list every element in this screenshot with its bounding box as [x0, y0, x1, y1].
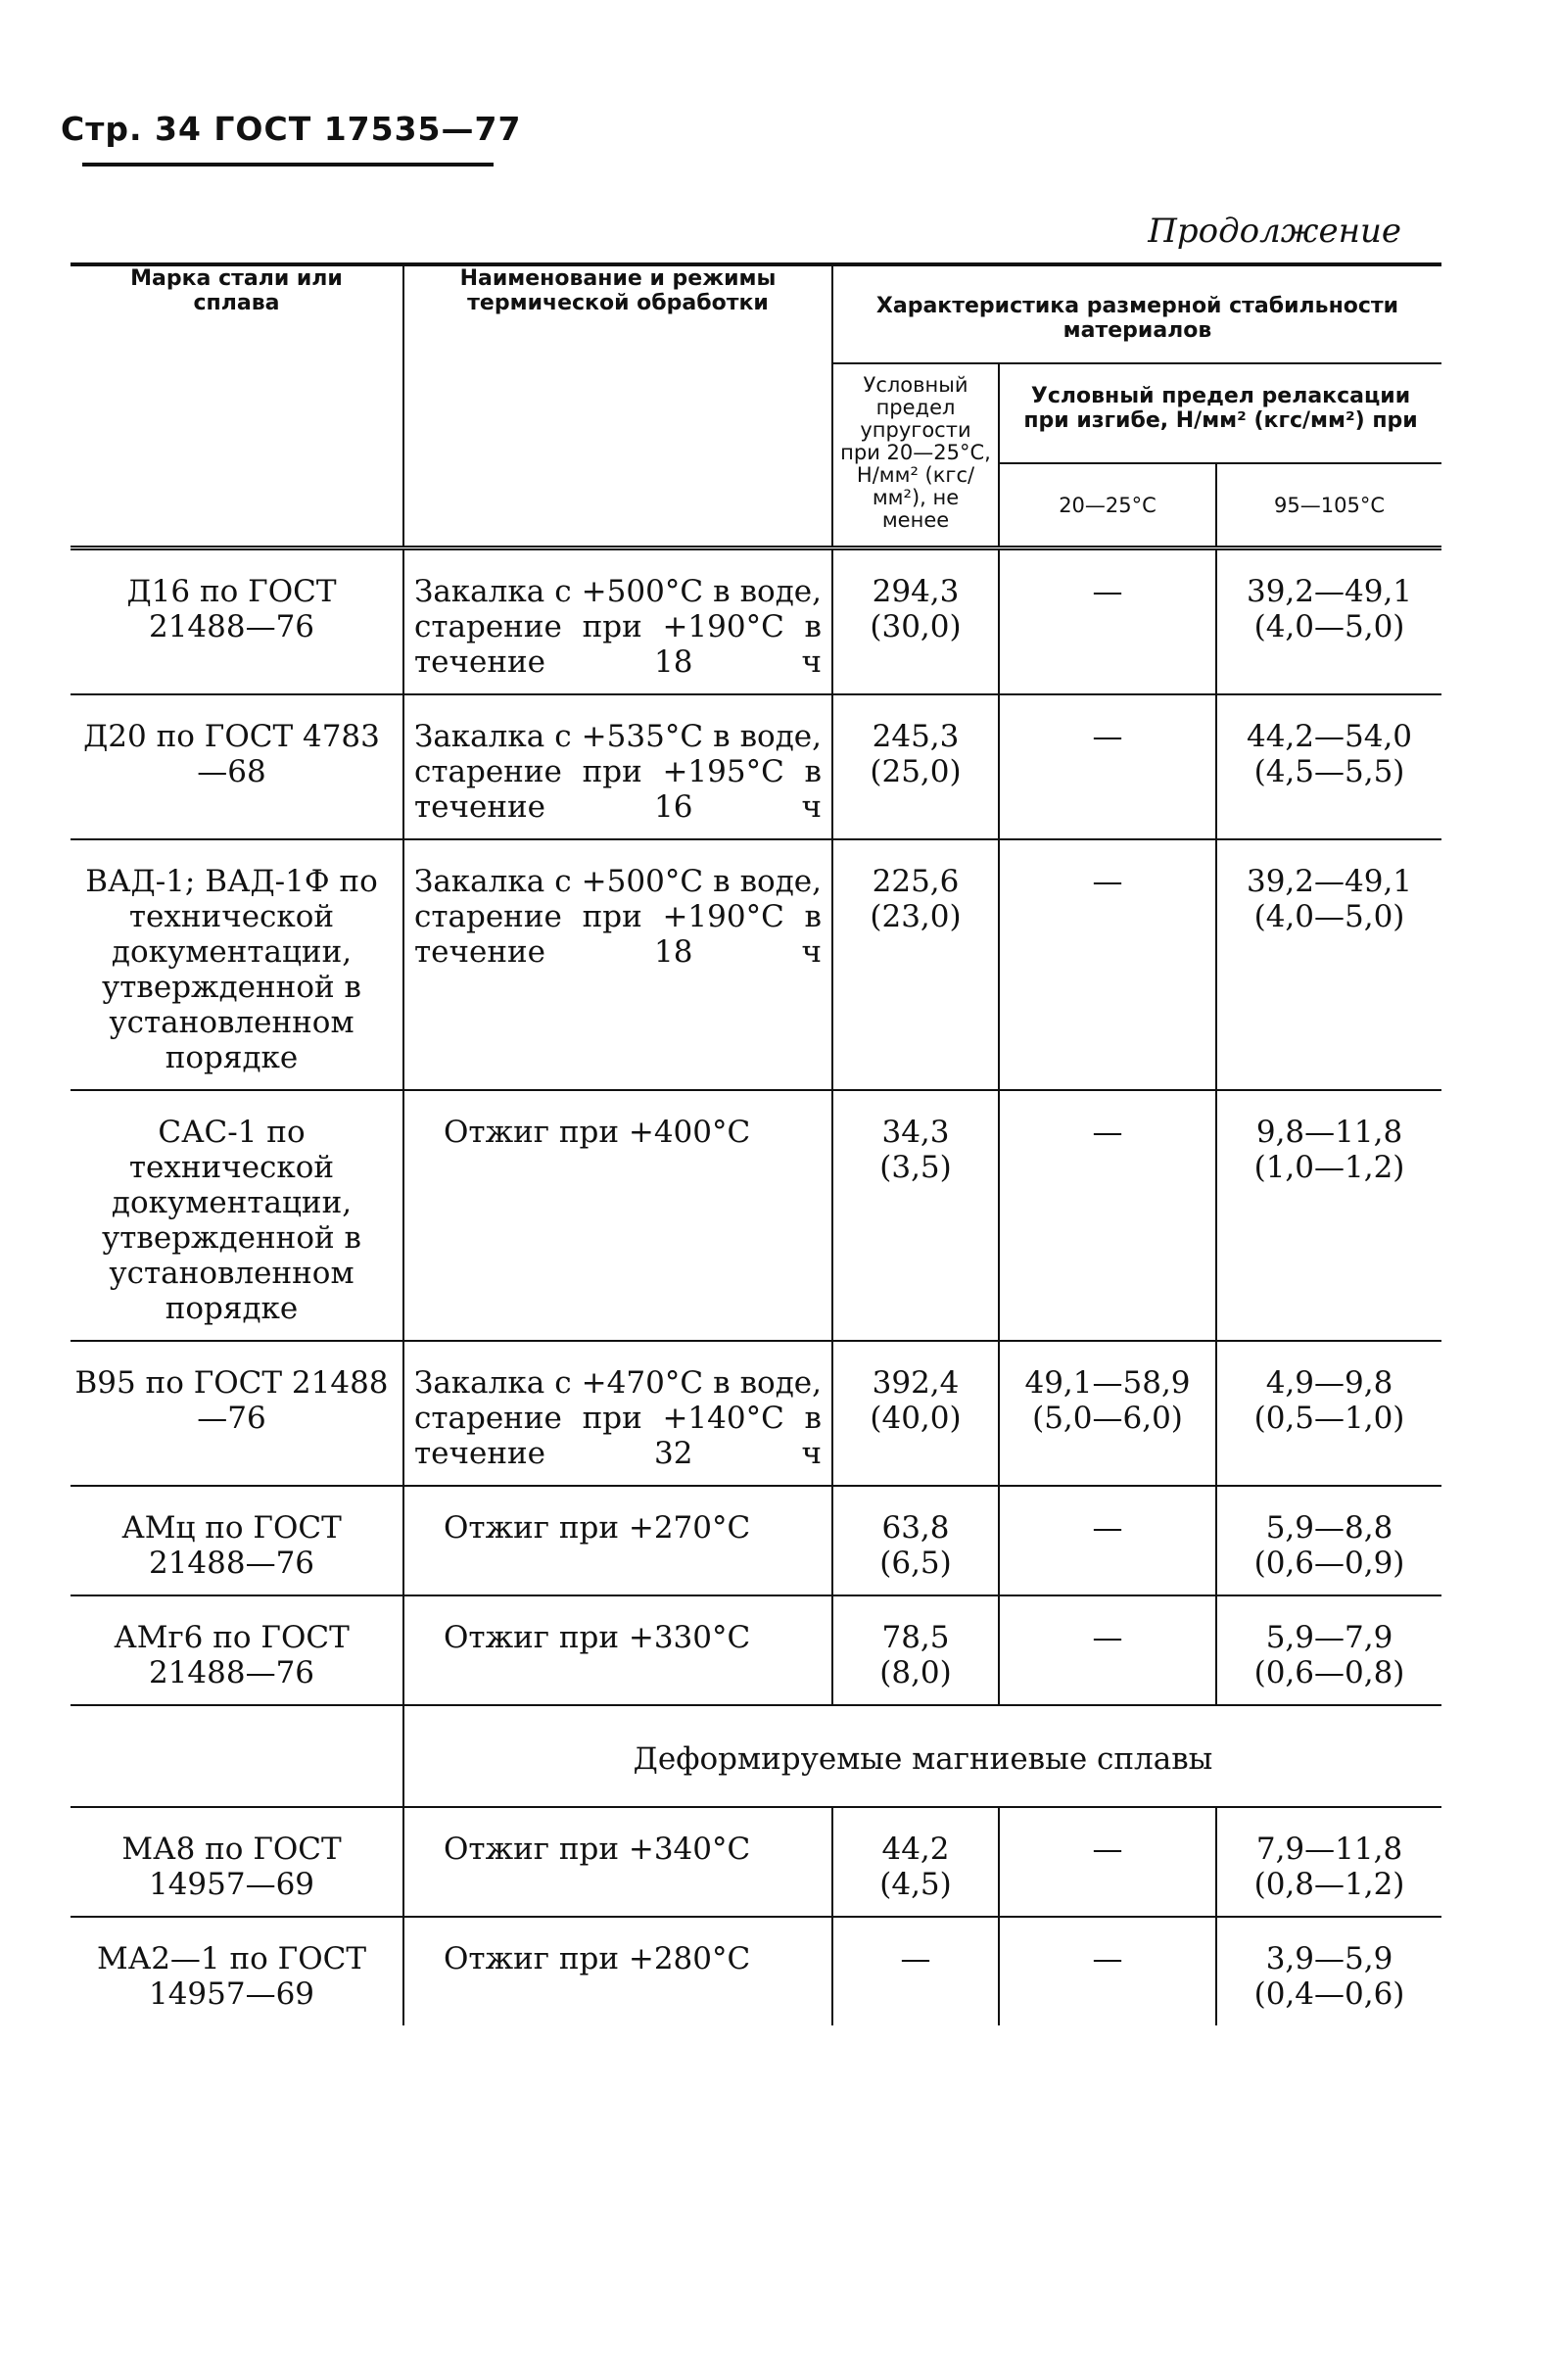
- cell-elastic-limit-line: 225,6: [872, 864, 960, 899]
- cell-grade: АМг6 по ГОСТ 21488—76: [71, 1595, 403, 1705]
- cell-treatment: Отжиг при +280°С: [403, 1917, 832, 2025]
- cell-elastic-limit-line: 392,4: [872, 1365, 960, 1401]
- cell-grade: Д20 по ГОСТ 4783—68: [71, 694, 403, 839]
- header-treatment: Наименование и режимы термической обработки: [403, 264, 832, 548]
- table-body-magnesium: [71, 1807, 1441, 2025]
- cell-elastic-limit-line: 294,3: [872, 574, 960, 609]
- table-row: [71, 1090, 1441, 1341]
- page-header: Стр. 34 ГОСТ 17535—77: [61, 110, 522, 148]
- cell-relax-20: [999, 839, 1216, 1090]
- cell-elastic-limit-line: (40,0): [870, 1401, 962, 1436]
- cell-relax-20-line: —: [1092, 1510, 1123, 1546]
- cell-elastic-limit-line: (23,0): [870, 899, 962, 934]
- cell-treatment: Отжиг при +270°С: [403, 1486, 832, 1595]
- table-row: [71, 1595, 1441, 1705]
- cell-relax-20-line: —: [1092, 1620, 1123, 1655]
- header-rule: [82, 163, 494, 167]
- cell-elastic-limit-line: (6,5): [879, 1546, 952, 1581]
- cell-relax-20: [999, 1917, 1216, 2025]
- cell-treatment: Отжиг при +340°С: [403, 1807, 832, 1917]
- cell-relax-20-line: —: [1092, 1115, 1123, 1150]
- cell-relax-95-line: 5,9—7,9: [1265, 1620, 1393, 1655]
- table-row: [71, 839, 1441, 1090]
- cell-elastic-limit: [832, 839, 999, 1090]
- cell-relax-20: [999, 1807, 1216, 1917]
- cell-relax-20-line: —: [1092, 864, 1123, 899]
- cell-relax-95-line: (0,5—1,0): [1253, 1401, 1405, 1436]
- cell-elastic-limit-line: (30,0): [870, 609, 962, 644]
- cell-elastic-limit-line: 34,3: [881, 1115, 950, 1150]
- cell-relax-20: [999, 548, 1216, 695]
- header-relaxation-limit: Условный предел релаксации при изгибе, Н/мм² (кгс/мм²) при: [999, 363, 1441, 463]
- cell-elastic-limit-line: (25,0): [870, 754, 962, 789]
- cell-grade: МА8 по ГОСТ 14957—69: [71, 1807, 403, 1917]
- cell-relax-20: [999, 1486, 1216, 1595]
- cell-relax-95-line: 5,9—8,8: [1265, 1510, 1393, 1546]
- cell-relax-95: [1216, 1917, 1441, 2025]
- cell-relax-95-line: (4,0—5,0): [1253, 609, 1405, 644]
- cell-relax-95-line: 44,2—54,0: [1246, 719, 1413, 754]
- table-body-aluminium: [71, 548, 1441, 1706]
- cell-relax-95-line: 7,9—11,8: [1255, 1832, 1403, 1867]
- cell-elastic-limit: [832, 1595, 999, 1705]
- cell-relax-95: [1216, 1090, 1441, 1341]
- header-elastic-limit: Условный предел упругости при 20—25°С, Н/мм² (кгс/мм²), не менее: [832, 363, 999, 548]
- cell-relax-95: [1216, 839, 1441, 1090]
- cell-elastic-limit: [832, 548, 999, 695]
- group-heading: Деформируемые магниевые сплавы: [403, 1705, 1441, 1807]
- cell-relax-20: [999, 1595, 1216, 1705]
- cell-treatment: Отжиг при +330°С: [403, 1595, 832, 1705]
- continuation-label: Продолжение: [1148, 212, 1401, 251]
- cell-relax-95-line: 39,2—49,1: [1246, 864, 1413, 899]
- table-row: [71, 1486, 1441, 1595]
- table-row: [71, 548, 1441, 695]
- cell-treatment: Закалка с +535°С в воде, старение при +195°С в течение 16 ч: [403, 694, 832, 839]
- group-spacer: [71, 1705, 403, 1807]
- table-row: [71, 1917, 1441, 2025]
- cell-relax-95-line: (0,4—0,6): [1253, 1976, 1405, 2012]
- cell-grade: САС-1 по технической документации, утвержденной в установленном порядке: [71, 1090, 403, 1341]
- cell-relax-95: [1216, 548, 1441, 695]
- cell-elastic-limit: [832, 694, 999, 839]
- cell-grade: ВАД-1; ВАД-1Ф по технической документации, утвержденной в установленном порядке: [71, 839, 403, 1090]
- cell-relax-20-line: —: [1092, 719, 1123, 754]
- cell-relax-95-line: (1,0—1,2): [1253, 1150, 1405, 1185]
- properties-table: [71, 262, 1441, 2025]
- cell-elastic-limit-line: 44,2: [881, 1832, 950, 1867]
- cell-relax-95-line: (0,8—1,2): [1253, 1867, 1405, 1902]
- table-body-group: [71, 1705, 1441, 1807]
- cell-relax-95-line: 39,2—49,1: [1246, 574, 1413, 609]
- cell-elastic-limit: [832, 1807, 999, 1917]
- cell-elastic-limit: [832, 1486, 999, 1595]
- cell-relax-20: [999, 1090, 1216, 1341]
- cell-treatment: Отжиг при +400°С: [403, 1090, 832, 1341]
- cell-elastic-limit: [832, 1090, 999, 1341]
- cell-elastic-limit-line: (8,0): [879, 1655, 952, 1690]
- cell-relax-95: [1216, 1807, 1441, 1917]
- cell-relax-20-line: —: [1092, 1832, 1123, 1867]
- header-temp-95: 95—105°С: [1274, 494, 1385, 517]
- cell-treatment: Закалка с +500°С в воде, старение при +190°С в течение 18 ч: [403, 839, 832, 1090]
- cell-elastic-limit-line: (3,5): [879, 1150, 952, 1185]
- cell-relax-20: [999, 1341, 1216, 1486]
- cell-elastic-limit: [832, 1341, 999, 1486]
- cell-relax-95-line: 9,8—11,8: [1255, 1115, 1403, 1150]
- cell-relax-95: [1216, 1486, 1441, 1595]
- cell-relax-20-line: —: [1092, 574, 1123, 609]
- cell-treatment: Закалка с +470°С в воде, старение при +140°С в течение 32 ч: [403, 1341, 832, 1486]
- cell-elastic-limit-line: 245,3: [872, 719, 960, 754]
- cell-grade: МА2—1 по ГОСТ 14957—69: [71, 1917, 403, 2025]
- cell-relax-95-line: (0,6—0,8): [1253, 1655, 1405, 1690]
- header-grade: Марка стали или сплава: [71, 264, 403, 548]
- cell-treatment: Закалка с +500°С в воде, старение при +190°С в течение 18 ч: [403, 548, 832, 695]
- cell-relax-95-line: (4,0—5,0): [1253, 899, 1405, 934]
- cell-relax-20-line: 49,1—58,9: [1024, 1365, 1191, 1401]
- header-temp-20: 20—25°С: [999, 463, 1216, 548]
- cell-grade: В95 по ГОСТ 21488—76: [71, 1341, 403, 1486]
- table-row: [71, 1807, 1441, 1917]
- cell-grade: Д16 по ГОСТ 21488—76: [71, 548, 403, 695]
- header-stability: Характеристика размерной стабильности материалов: [832, 264, 1441, 363]
- cell-relax-20: [999, 694, 1216, 839]
- table-row: [71, 694, 1441, 839]
- table-row: [71, 1341, 1441, 1486]
- cell-relax-95: [1216, 1341, 1441, 1486]
- cell-elastic-limit-line: 78,5: [881, 1620, 950, 1655]
- cell-elastic-limit: [832, 1917, 999, 2025]
- cell-elastic-limit-line: —: [900, 1941, 931, 1976]
- cell-relax-95: [1216, 1595, 1441, 1705]
- cell-relax-95-line: (4,5—5,5): [1253, 754, 1405, 789]
- cell-relax-20-line: (5,0—6,0): [1032, 1401, 1183, 1436]
- cell-relax-20-line: —: [1092, 1941, 1123, 1976]
- cell-relax-95-line: (0,6—0,9): [1253, 1546, 1405, 1581]
- cell-relax-95-line: 4,9—9,8: [1265, 1365, 1393, 1401]
- cell-elastic-limit-line: 63,8: [881, 1510, 950, 1546]
- cell-relax-95-line: 3,9—5,9: [1265, 1941, 1393, 1976]
- cell-elastic-limit-line: (4,5): [879, 1867, 952, 1902]
- cell-relax-95: [1216, 694, 1441, 839]
- cell-grade: АМц по ГОСТ 21488—76: [71, 1486, 403, 1595]
